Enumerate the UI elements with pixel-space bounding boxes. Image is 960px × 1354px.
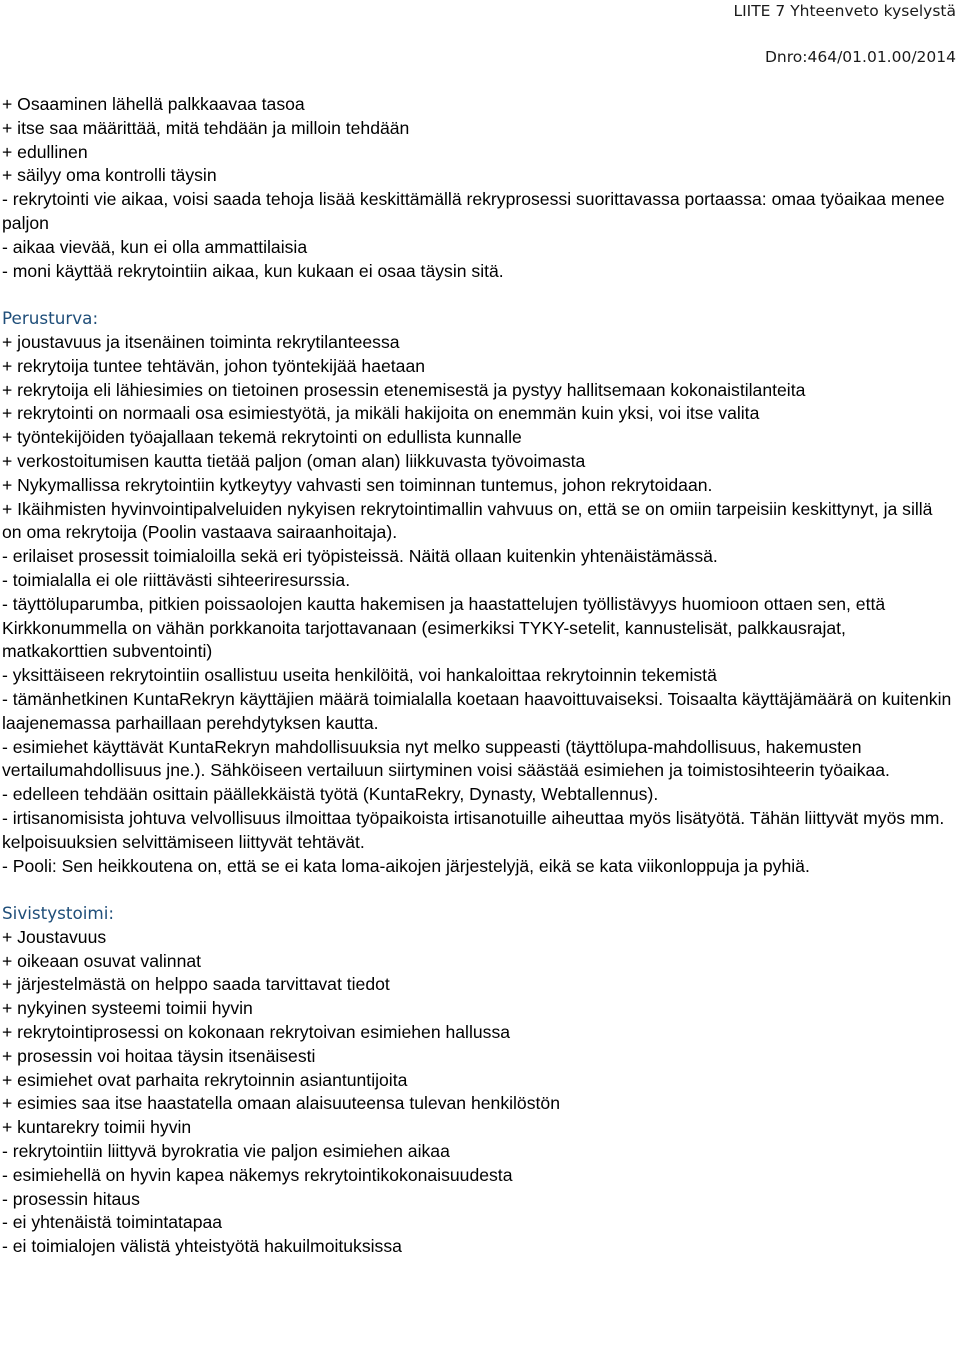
list-item: + työntekijöiden työajallaan tekemä rekrytointi on edullista kunnalle	[2, 427, 522, 448]
list-item: - erilaiset prosessit toimialoilla sekä eri työpisteissä. Näitä ollaan kuitenkin yhtenäistämässä.	[2, 546, 718, 567]
list-item: - rekrytointiin liittyvä byrokratia vie paljon esimiehen aikaa	[2, 1141, 450, 1162]
list-item: + esimiehet ovat parhaita rekrytoinnin asiantuntijoita	[2, 1069, 408, 1090]
section-sivistystoimi	[2, 902, 952, 1259]
list-item: + Osaaminen lähellä palkkaavaa tasoa	[2, 94, 305, 114]
list-item: + prosessin voi hoitaa täysin itsenäisesti	[2, 1045, 316, 1066]
list-item: + Nykymallissa rekrytointiin kytkeytyy vahvasti sen toiminnan tuntemus, johon rekrytoidaan.	[2, 474, 713, 495]
list-item: + itse saa määrittää, mitä tehdään ja milloin tehdään	[2, 117, 410, 138]
list-item: - aikaa vievää, kun ei olla ammattilaisia	[2, 236, 308, 257]
list-item: + säilyy oma kontrolli täysin	[2, 165, 217, 186]
list-item: + verkostoitumisen kautta tietää paljon (oman alan) liikkuvasta työvoimasta	[2, 450, 586, 471]
section-heading: Sivistystoimi:	[2, 903, 115, 924]
list-item: + nykyinen systeemi toimii hyvin	[2, 998, 253, 1019]
section-heading: Perusturva:	[2, 308, 99, 329]
list-item: - esimiehellä on hyvin kapea näkemys rekrytointikokonaisuudesta	[2, 1164, 513, 1185]
list-item: + edullinen	[2, 141, 88, 162]
list-item: - Pooli: Sen heikkoutena on, että se ei kata loma-aikojen järjestelyjä, eikä se kata viikonloppuja ja pyhiä.	[2, 855, 810, 876]
list-item: + oikeaan osuvat valinnat	[2, 950, 202, 971]
section-perusturva	[2, 307, 952, 878]
list-item: + rekrytointiprosessi on kokonaan rekrytoivan esimiehen hallussa	[2, 1022, 511, 1043]
list-item: - ei toimialojen välistä yhteistyötä hakuilmoituksissa	[2, 1236, 402, 1257]
list-item: - rekrytointi vie aikaa, voisi saada tehoja lisää keskittämällä rekryprosessi suorittavassa portaassa: omaa työaikaa menee paljon	[2, 189, 945, 233]
spacer	[2, 878, 952, 902]
list-item: - moni käyttää rekrytointiin aikaa, kun kukaan ei osaa täysin sitä.	[2, 260, 504, 281]
section-general	[2, 93, 952, 283]
reference-number: Dnro:464/01.01.00/2014	[765, 48, 956, 66]
list-item: + Joustavuus	[2, 926, 107, 947]
list-item: + joustavuus ja itsenäinen toiminta rekrytilanteessa	[2, 331, 400, 352]
list-item: + Ikäihmisten hyvinvointipalveluiden nykyisen rekrytointimallin vahvuus on, että se on omiin tarpeisiin keskittynyt, ja sillä on oma rekrytoija (Poolin vastaava sairaanhoitaja).	[2, 498, 933, 543]
list-item: - edelleen tehdään osittain päällekkäistä työtä (KuntaRekry, Dynasty, Webtallennus).	[2, 784, 659, 805]
list-item: - täyttöluparumba, pitkien poissaolojen kautta hakemisen ja haastattelujen työllistävyys huomioon ottaen sen, että Kirkkonummella on vähän porkkanoita tarjottavanaan (esimerkiksi TYKY-setelit, kannustelisät, palkkausrajat, matkakorttien subventointi)	[2, 593, 886, 662]
list-item: + järjestelmästä on helppo saada tarvittavat tiedot	[2, 974, 390, 995]
list-item: + kuntarekry toimii hyvin	[2, 1117, 192, 1138]
list-item: - ei yhtenäistä toimintatapaa	[2, 1212, 223, 1233]
list-item: + rekrytoija eli lähiesimies on tietoinen prosessin etenemisestä ja pystyy hallitsemaan kokonaistilanteita	[2, 379, 806, 400]
list-item: + esimies saa itse haastatella omaan alaisuuteensa tulevan henkilöstön	[2, 1093, 560, 1114]
list-item: + rekrytoija tuntee tehtävän, johon työntekijää haetaan	[2, 355, 426, 376]
list-item: - yksittäiseen rekrytointiin osallistuu useita henkilöitä, voi hankaloittaa rekrytoinnin tekemistä	[2, 665, 717, 686]
document-body	[2, 93, 952, 1259]
spacer	[2, 283, 952, 307]
list-item: - prosessin hitaus	[2, 1188, 140, 1209]
appendix-title: LIITE 7 Yhteenveto kyselystä	[733, 2, 956, 20]
list-item: - irtisanomisista johtuva velvollisuus ilmoittaa työpaikoista irtisanotuille aiheuttaa myös lisätyötä. Tähän liittyvät myös mm. kelpoisuuksien selvittämiseen liittyvät tehtävät.	[2, 807, 945, 852]
list-item: - esimiehet käyttävät KuntaRekryn mahdollisuuksia nyt melko suppeasti (täyttölupa-mahdollisuus, hakemusten vertailumahdollisuus jne.). Sähköiseen vertailuun siirtyminen voisi säästää esimiehen ja toimistosihteerin työaikaa.	[2, 736, 890, 781]
list-item: + rekrytointi on normaali osa esimiestyötä, ja mikäli hakijoita on enemmän kuin yksi, voi itse valita	[2, 403, 760, 424]
list-item: - toimialalla ei ole riittävästi sihteeriresurssia.	[2, 569, 351, 590]
list-item: - tämänhetkinen KuntaRekryn käyttäjien määrä toimialalla koetaan haavoittuvaiseksi. Toisaalta käyttäjämäärä on kuitenkin laajenemassa parhaillaan perehdytyksen kautta.	[2, 688, 952, 733]
